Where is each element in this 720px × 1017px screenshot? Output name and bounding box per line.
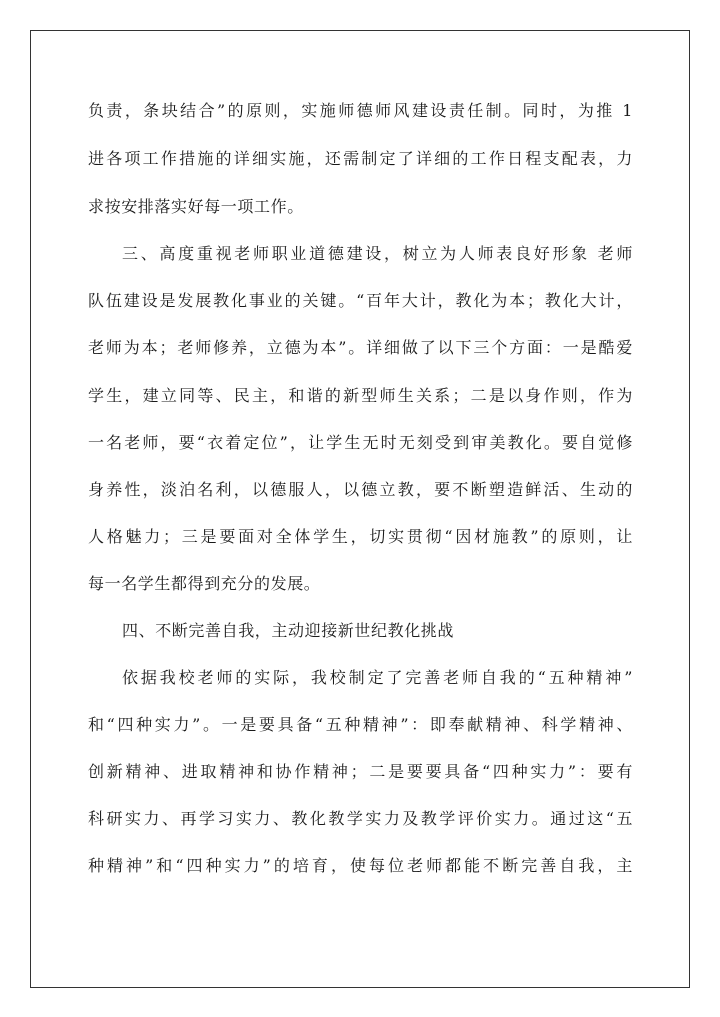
text-line-13: 依据我校老师的实际，我校制定了完善老师自我的“五种精神” <box>122 668 633 687</box>
text-line-2: 进各项工作措施的详细实施，还需制定了详细的工作日程支配表，力 <box>88 149 633 168</box>
text-line-9: 身养性，淡泊名利，以德服人，以德立教，要不断塑造鲜活、生动的 <box>88 480 633 499</box>
text-line-16: 科研实力、再学习实力、教化教学实力及教学评价实力。通过这“五 <box>88 809 633 828</box>
text-line-10: 人格魅力；三是要面对全体学生，切实贯彻“因材施教”的原则，让 <box>88 527 633 546</box>
section-heading-4: 四、不断完善自我，主动迎接新世纪教化挑战 <box>122 621 455 640</box>
text-line-17: 种精神”和“四种实力”的培育，使每位老师都能不断完善自我，主 <box>88 856 633 875</box>
text-line-11: 每一名学生都得到充分的发展。 <box>88 574 321 593</box>
page-border <box>30 30 690 988</box>
text-line-6: 老师为本；老师修养，立德为本”。详细做了以下三个方面：一是酷爱 <box>88 338 633 357</box>
text-line-1: 负责，条块结合”的原则，实施师德师风建设责任制。同时，为推 1 <box>88 101 633 120</box>
text-line-7: 学生，建立同等、民主，和谐的新型师生关系；二是以身作则，作为 <box>88 386 633 405</box>
text-line-5: 队伍建设是发展教化事业的关键。“百年大计，教化为本；教化大计， <box>88 291 633 310</box>
text-line-14: 和“四种实力”。一是要具备“五种精神”：即奉献精神、科学精神、 <box>88 715 633 734</box>
text-line-8: 一名老师，要“衣着定位”，让学生无时无刻受到审美教化。要自觉修 <box>88 433 633 452</box>
section-heading-3: 三、高度重视老师职业道德建设，树立为人师表良好形象 老师 <box>122 244 633 263</box>
text-line-15: 创新精神、进取精神和协作精神；二是要要具备“四种实力”：要有 <box>88 762 633 781</box>
text-line-3: 求按安排落实好每一项工作。 <box>88 197 304 216</box>
